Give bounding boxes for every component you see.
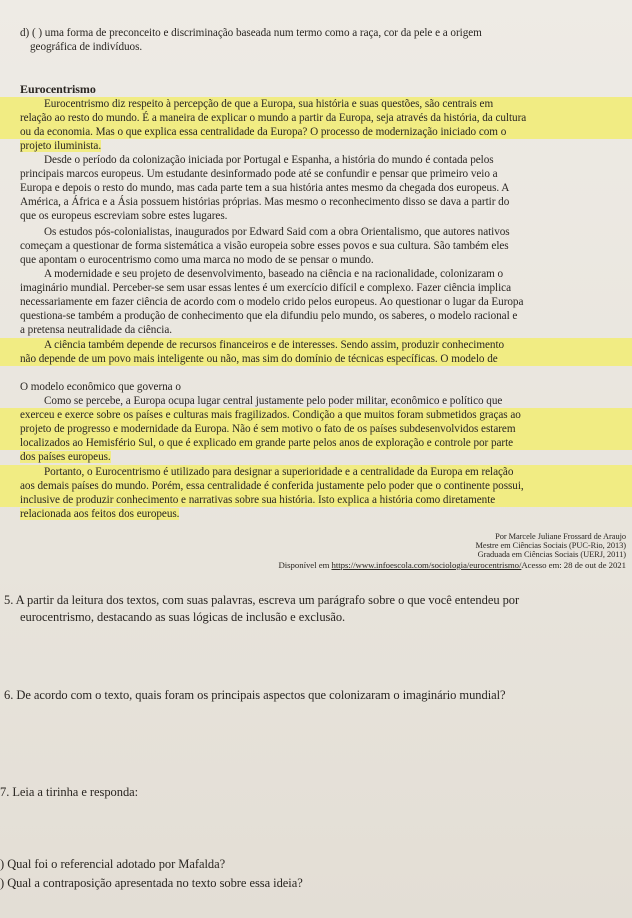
para1-line-2: relação ao resto do mundo. É a maneira de explicar o mundo a partir da Europa, seja através da história, da cultura [0, 111, 632, 125]
para3-line-3: que apontam o eurocentrismo como uma marca no modo de se pensar o mundo. [20, 254, 374, 266]
option-d-line-1: d) ( ) uma forma de preconceito e discriminação baseada num termo como a raça, cor da pele e a origem [20, 27, 482, 39]
question-7: 7. Leia a tirinha e responda: [0, 785, 139, 799]
source-link[interactable]: https://www.infoescola.com/sociologia/eurocentrismo/ [331, 560, 522, 570]
para6-line-3: projeto de progresso e modernidade da Europa. Não é sem motivo o fato de os países subdesenvolvidos estarem [0, 422, 632, 436]
para6-line-4: localizados ao Hemisfério Sul, o que é explicado em grande parte pelos anos de exploração e controle por parte [0, 436, 632, 450]
para7-line-4: relacionada aos feitos dos europeus. [20, 508, 180, 520]
question-5-line-1: 5. A partir da leitura dos textos, com suas palavras, escreva um parágrafo sobre o que você entendeu por [4, 593, 520, 607]
para7-line-3: inclusive de produzir conhecimento e narrativas sobre sua história. Isto explica a história como diretamente [0, 493, 632, 507]
credit-degree-2: Graduada em Ciências Sociais (UERJ, 2011) [477, 550, 626, 559]
para4-line-4: questiona-se também a produção de conhecimento que ela difundiu pelo mundo, os saberes, o modelo racional e [20, 310, 518, 322]
para2-line-3: Europa e depois o resto do mundo, mas cada parte tem a sua história antes mesmo da chegada dos europeus. A [20, 182, 510, 194]
para1-line-1: Eurocentrismo diz respeito à percepção de que a Europa, sua história e suas questões, são centrais em [0, 97, 632, 111]
para7-line-1: Portanto, o Eurocentrismo é utilizado para designar a superioridade e a centralidade da Europa em relação [0, 465, 632, 479]
para4-line-2: imaginário mundial. Perceber-se sem usar essas lentes é um exercício difícil e complexo. Fazer ciência implica [20, 282, 511, 294]
question-7b: ) Qual a contraposição apresentada no texto sobre essa ideia? [0, 876, 303, 890]
para6-line-2: exerceu e exerce sobre os países e culturas mais fragilizados. Condição a que muitos foram submetidos graças ao [0, 408, 632, 422]
para2-line-4: América, a África e a Ásia possuem histórias próprias. Mas mesmo o reconhecimento disso se dava a partir do [20, 196, 510, 208]
question-6: 6. De acordo com o texto, quais foram os principais aspectos que colonizaram o imaginário mundial? [4, 688, 506, 702]
question-7a: ) Qual foi o referencial adotado por Mafalda? [0, 857, 226, 871]
para3-line-1: Os estudos pós-colonialistas, inaugurados por Edward Said com a obra Orientalismo, que autores nativos [44, 226, 510, 238]
option-d-line-2: geográfica de indivíduos. [30, 41, 143, 53]
para1-line-3: ou da economia. Mas o que explica essa centralidade da Europa? O processo de modernização iniciado com o [0, 125, 632, 139]
para1-line-4: projeto iluminista. [20, 140, 102, 152]
para5-line-1: A ciência também depende de recursos financeiros e de interesses. Sendo assim, produzir conhecimento [0, 338, 632, 352]
para6-line-5: dos países europeus. [20, 451, 111, 463]
para6-line-1: Como se percebe, a Europa ocupa lugar central justamente pelo poder militar, econômico e político que [44, 395, 503, 407]
para2-line-5: que os europeus escreviam sobre estes lugares. [20, 210, 228, 222]
para3-line-2: começam a questionar de forma sistemática a visão europeia sobre esses povos e sua cultura. São também eles [20, 240, 509, 252]
credit-degree-1: Mestre em Ciências Sociais (PUC-Rio, 2013) [475, 541, 626, 550]
credit-author: Por Marcele Juliane Frossard de Araujo [495, 532, 626, 541]
question-5-line-2: eurocentrismo, destacando as suas lógicas de inclusão e exclusão. [20, 610, 346, 624]
para5-line-4: O modelo econômico que governa o [20, 381, 181, 393]
para2-line-2: principais marcos europeus. Um estudante desinformado pode até se confundir e pensar que primeiro veio a [20, 168, 498, 180]
credit-source: Disponível em https://www.infoescola.com/sociologia/eurocentrismo/Acesso em: 28 de out de 2021 [278, 560, 626, 570]
para4-line-1: A modernidade e seu projeto de desenvolvimento, baseado na ciência e na racionalidade, colonizaram o [44, 268, 504, 280]
para4-line-3: necessariamente em fazer ciência de acordo com o modelo crido pelos europeus. Ao questionar o lugar da Europa [20, 296, 524, 308]
para4-line-5: a pretensa neutralidade da ciência. [20, 324, 172, 336]
para7-line-2: aos demais países do mundo. Porém, essa centralidade é conferida justamente pelo poder que o continente possui, [0, 479, 632, 493]
para2-line-1: Desde o período da colonização iniciada por Portugal e Espanha, a história do mundo é contada pelos [44, 154, 494, 166]
para5-line-2: não depende de um povo mais inteligente ou não, mas sim do domínio de técnicas específicas. O modelo de [0, 352, 632, 366]
article-title: Eurocentrismo [20, 82, 96, 96]
